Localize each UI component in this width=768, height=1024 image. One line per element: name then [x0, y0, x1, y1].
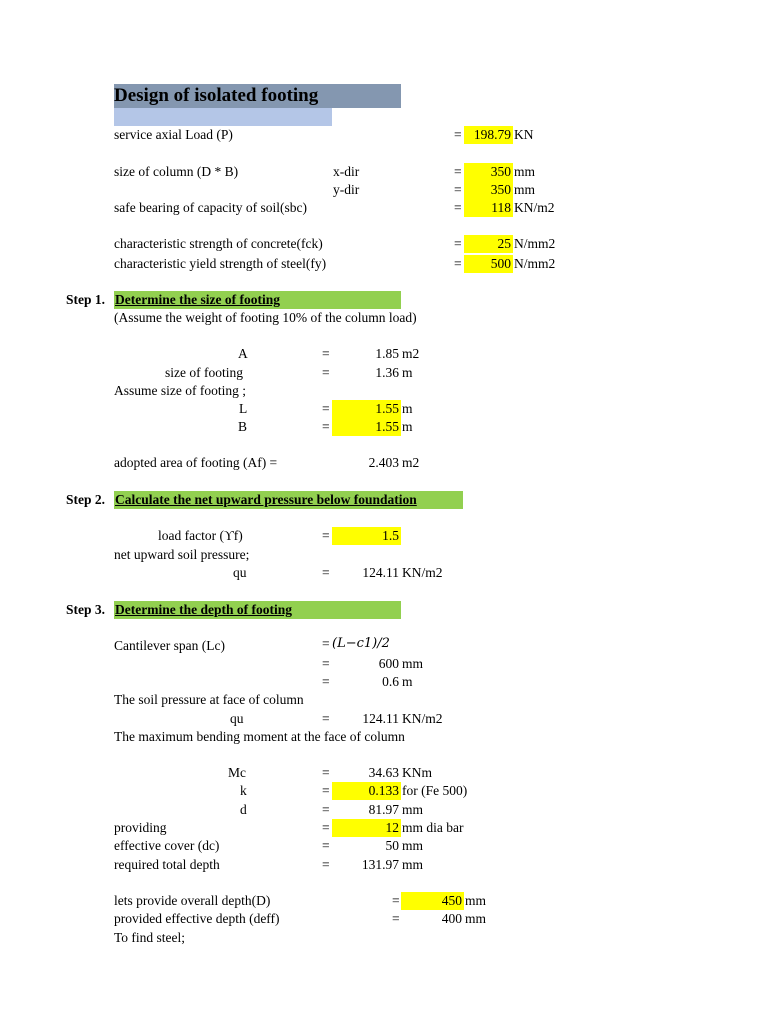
service-load-label: service axial Load (P) — [114, 127, 233, 142]
fck-unit: N/mm2 — [514, 236, 556, 251]
step1-title: Determine the size of footing — [115, 292, 280, 307]
overall-depth-label: lets provide overall depth(D) — [114, 893, 271, 908]
k-label: k — [240, 783, 247, 798]
d-value: 81.97 — [368, 802, 399, 817]
cover-unit: mm — [402, 838, 424, 853]
footing-size-eq: = — [322, 365, 330, 380]
service-load-value[interactable]: 198.79 — [473, 127, 511, 142]
cantilever-formula: (L−c1)/2 — [332, 636, 390, 651]
qu2-label: qu — [230, 711, 244, 726]
effective-depth-value: 400 — [441, 911, 462, 926]
column-y-unit: mm — [514, 182, 536, 197]
d-label: d — [240, 802, 247, 817]
providing-value[interactable]: 12 — [385, 820, 399, 835]
breadth-B-unit: m — [402, 419, 413, 434]
step2-title: Calculate the net upward pressure below foundation — [115, 492, 417, 507]
column-x-unit: mm — [514, 164, 536, 179]
sbc-unit: KN/m2 — [514, 200, 555, 215]
cantilever-m-value: 0.6 — [382, 674, 399, 689]
sbc-eq: = — [454, 200, 462, 215]
qu-unit: KN/m2 — [402, 565, 443, 580]
mc-eq: = — [322, 765, 330, 780]
load-factor-eq: = — [322, 528, 330, 543]
providing-unit: mm dia bar — [402, 820, 464, 835]
fy-eq: = — [454, 256, 462, 271]
length-L-unit: m — [402, 401, 413, 416]
step1-note: (Assume the weight of footing 10% of the column load) — [114, 310, 417, 325]
step2-label: Step 2. — [66, 492, 106, 507]
page-title: Design of isolated footing — [114, 85, 319, 106]
required-depth-value: 131.97 — [361, 857, 399, 872]
k-value[interactable]: 0.133 — [368, 783, 399, 798]
overall-depth-eq: = — [392, 893, 400, 908]
qu-value: 124.11 — [362, 565, 399, 580]
cantilever-m-eq: = — [322, 674, 330, 689]
cantilever-span-label: Cantilever span (Lc) — [114, 638, 225, 653]
mc-value: 34.63 — [368, 765, 399, 780]
soil-face-label: The soil pressure at face of column — [114, 692, 304, 707]
area-A-eq: = — [322, 346, 330, 361]
qu2-value: 124.11 — [362, 711, 399, 726]
sbc-value[interactable]: 118 — [491, 200, 511, 215]
breadth-B-value[interactable]: 1.55 — [375, 419, 399, 434]
footing-size-unit: m — [402, 365, 413, 380]
k-unit: for (Fe 500) — [402, 783, 468, 798]
effective-depth-label: provided effective depth (deff) — [114, 911, 280, 926]
column-y-dir-label: y-dir — [333, 182, 360, 197]
step3-title: Determine the depth of footing — [115, 602, 292, 617]
providing-eq: = — [322, 820, 330, 835]
fy-value[interactable]: 500 — [490, 256, 511, 271]
service-load-unit: KN — [514, 127, 534, 142]
length-L-value[interactable]: 1.55 — [375, 401, 399, 416]
cantilever-m-unit: m — [402, 674, 413, 689]
fck-value[interactable]: 25 — [497, 236, 511, 251]
assume-size-label: Assume size of footing ; — [114, 383, 246, 398]
mc-unit: KNm — [402, 765, 432, 780]
qu2-unit: KN/m2 — [402, 711, 443, 726]
step1-label: Step 1. — [66, 292, 106, 307]
column-size-label: size of column (D * B) — [114, 164, 239, 179]
net-upward-label: net upward soil pressure; — [114, 547, 250, 562]
fck-label: characteristic strength of concrete(fck) — [114, 236, 323, 251]
moment-label: The maximum bending moment at the face of column — [114, 729, 405, 744]
effective-depth-eq: = — [392, 911, 400, 926]
service-load-eq: = — [454, 127, 462, 142]
column-x-eq: = — [454, 164, 462, 179]
adopted-area-unit: m2 — [402, 455, 420, 470]
area-A-unit: m2 — [402, 346, 420, 361]
cantilever-mm-unit: mm — [402, 656, 424, 671]
find-steel-label: To find steel; — [114, 930, 186, 945]
cantilever-mm-eq: = — [322, 656, 330, 671]
required-depth-eq: = — [322, 857, 330, 872]
column-x-value[interactable]: 350 — [490, 164, 511, 179]
column-y-value[interactable]: 350 — [490, 182, 511, 197]
overall-depth-unit: mm — [465, 893, 487, 908]
effective-depth-unit: mm — [465, 911, 487, 926]
d-unit: mm — [402, 802, 424, 817]
mc-label: Mc — [228, 765, 246, 780]
column-y-eq: = — [454, 182, 462, 197]
qu2-eq: = — [322, 711, 330, 726]
required-depth-unit: mm — [402, 857, 424, 872]
area-A-value: 1.85 — [375, 346, 399, 361]
cover-eq: = — [322, 838, 330, 853]
footing-size-value: 1.36 — [375, 365, 399, 380]
qu-eq: = — [322, 565, 330, 580]
cover-label: effective cover (dc) — [114, 838, 220, 853]
k-eq: = — [322, 783, 330, 798]
d-eq: = — [322, 802, 330, 817]
fy-label: characteristic yield strength of steel(fy) — [114, 256, 327, 271]
column-x-dir-label: x-dir — [333, 164, 360, 179]
qu-label: qu — [233, 565, 247, 580]
fck-eq: = — [454, 236, 462, 251]
breadth-B-label: B — [238, 419, 248, 434]
step3-label: Step 3. — [66, 602, 106, 617]
area-A-label: A — [238, 346, 248, 361]
cantilever-eq: = — [322, 636, 330, 651]
cantilever-mm-value: 600 — [378, 656, 399, 671]
fy-unit: N/mm2 — [514, 256, 556, 271]
load-factor-value[interactable]: 1.5 — [382, 528, 399, 543]
adopted-area-label: adopted area of footing (Af) = — [114, 455, 278, 470]
sbc-label: safe bearing of capacity of soil(sbc) — [114, 200, 308, 215]
load-factor-label: load factor (ϒf) — [158, 528, 243, 543]
length-L-eq: = — [322, 401, 330, 416]
adopted-area-value: 2.403 — [368, 455, 399, 470]
footing-size-label: size of footing — [165, 365, 243, 380]
overall-depth-value[interactable]: 450 — [441, 893, 462, 908]
cover-value: 50 — [385, 838, 399, 853]
providing-label: providing — [114, 820, 167, 835]
breadth-B-eq: = — [322, 419, 330, 434]
title-underbar — [114, 108, 332, 126]
length-L-label: L — [239, 401, 248, 416]
required-depth-label: required total depth — [114, 857, 220, 872]
